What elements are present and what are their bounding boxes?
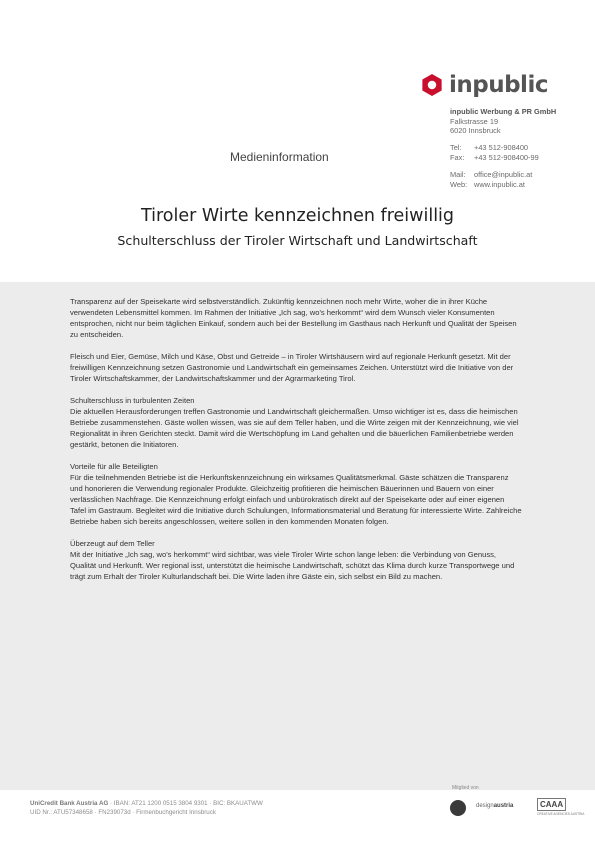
caaa-logo: CAAA: [537, 798, 566, 811]
contact-row-web: [450, 180, 539, 190]
caaa-subtitle: CREATIVE AGENCIES AUSTRIA: [537, 812, 585, 816]
uid-line: UID Nr.: ATU57348658 · FN239073d · Firmenbuchgericht Innsbruck: [30, 808, 216, 816]
contact-label: Fax:: [450, 152, 465, 162]
member-logo-icon: [450, 800, 466, 816]
company-address: [450, 107, 556, 136]
contact-value: +43 512-908400: [474, 143, 529, 152]
document-body: [70, 296, 522, 593]
designaustria-logo: [476, 803, 513, 809]
footer-bank-info: [30, 800, 263, 817]
company-logo: [421, 72, 548, 98]
document-title: Tiroler Wirte kennzeichnen freiwillig: [140, 206, 455, 226]
body-paragraph: Transparenz auf der Speisekarte wird selbstverständlich. Zukünftig kennzeichnen noch mehr Wirte, woher die in ihrer Küche verwendeten Lebensmittel kommen. Im Rahmen der Initiative „Ich sag, wo's herkommt“ wird dem Wunsch vieler Konsumenten entsprochen, nicht nur beim täglichen Einkauf, sondern auch bei der Bestellung im Gasthaus nach Herkunft und Qualität der Speisen zu entscheiden.: [70, 297, 517, 339]
contact-row-phone: [450, 143, 539, 153]
company-contact: [450, 143, 539, 189]
document-type-label: Medieninformation: [230, 150, 329, 164]
body-paragraph: Mit der Initiative „Ich sag, wo's herkommt“ wird sichtbar, was viele Tiroler Wirte schon lange leben: die Verbindung von Genuss, Qualität und Herkunft. Wer regional isst, unterstützt die heimische Landwirtschaft, schützt das Klima durch kurze Transportwege und trägt zum Erhalt der Tiroler Kulturlandschaft bei. Die Wirte laden ihre Gäste ein, sich selbst ein Bild zu machen.: [70, 550, 515, 581]
designaustria-part: design: [476, 803, 494, 809]
contact-label: Tel:: [450, 143, 462, 152]
company-name: inpublic Werbung & PR GmbH: [450, 107, 557, 116]
contact-label: Mail:: [450, 170, 466, 180]
contact-value[interactable]: www.inpublic.at: [474, 179, 525, 189]
designaustria-part: austria: [493, 803, 514, 809]
section-heading: Schulterschluss in turbulenten Zeiten: [70, 396, 195, 405]
company-street: Falkstrasse 19: [450, 116, 499, 126]
section-heading: Überzeugt auf dem Teller: [70, 539, 155, 548]
body-paragraph: Für die teilnehmenden Betriebe ist die Herkunftskennzeichnung ein wirksames Qualitätsmerkmal. Gäste schätzen die Transparenz und honorieren die Verwendung regionaler Produkte. Gleichzeitig profitieren die heimischen Bäuerinnen und Bauern von einer verlässlichen Nachfrage. Die Kennzeichnung erfolgt einfach und unbürokratisch direkt auf der Speisekarte oder auf einer eigenen Tafel im Gastraum. Begleitet wird die Initiative durch Schulungen, Informationsmaterial und Beratung für interessierte Wirte. Zahlreiche Betriebe haben sich bereits angeschlossen, weitere sollen in den kommenden Monaten folgen.: [70, 473, 522, 526]
document-subtitle: Schulterschluss der Tiroler Wirtschaft und Landwirtschaft: [117, 233, 478, 248]
logo-wordmark: inpublic: [449, 72, 548, 98]
contact-row-fax: [450, 153, 539, 163]
body-paragraph: Die aktuellen Herausforderungen treffen Gastronomie und Landwirtschaft gleichermaßen. Umso wichtiger ist es, dass die heimischen Betriebe zusammenstehen. Gäste wollen wissen, was sie auf dem Teller haben, und die Wirte zeigen mit der Kennzeichnung, wie viel Regionalität in ihren Gerichten steckt. Damit wird die Wertschöpfung im Land gehalten und die bäuerlichen Familienbetriebe werden gestärkt, betonen die Initiatoren.: [70, 407, 519, 449]
company-city: 6020 Innsbruck: [450, 126, 501, 136]
body-paragraph: Fleisch und Eier, Gemüse, Milch und Käse, Obst und Getreide – in Tiroler Wirtshäusern wird auf regionale Herkunft gesetzt. Mit der freiwilligen Kennzeichnung setzen Gastronomie und Landwirtschaft ein gemeinsames Zeichen. Unterstützt wird die Initiative von der Tiroler Wirtschaftskammer, der Landwirtschaftskammer und der Agrarmarketing Tirol.: [70, 352, 514, 383]
contact-value: +43 512-908400-99: [474, 152, 539, 162]
contact-label: Web:: [450, 179, 468, 189]
bank-name: UniCredit Bank Austria AG: [30, 800, 109, 807]
inpublic-logo-icon: [421, 73, 443, 97]
contact-row-mail: [450, 170, 539, 180]
contact-value[interactable]: office@inpublic.at: [474, 170, 533, 180]
bank-details: · IBAN: AT21 1200 0515 3804 9301 · BIC: BKAUATWW: [110, 800, 263, 807]
section-heading: Vorteile für alle Beteiligten: [70, 462, 158, 471]
membership-label: Mitglied von: [452, 785, 479, 791]
